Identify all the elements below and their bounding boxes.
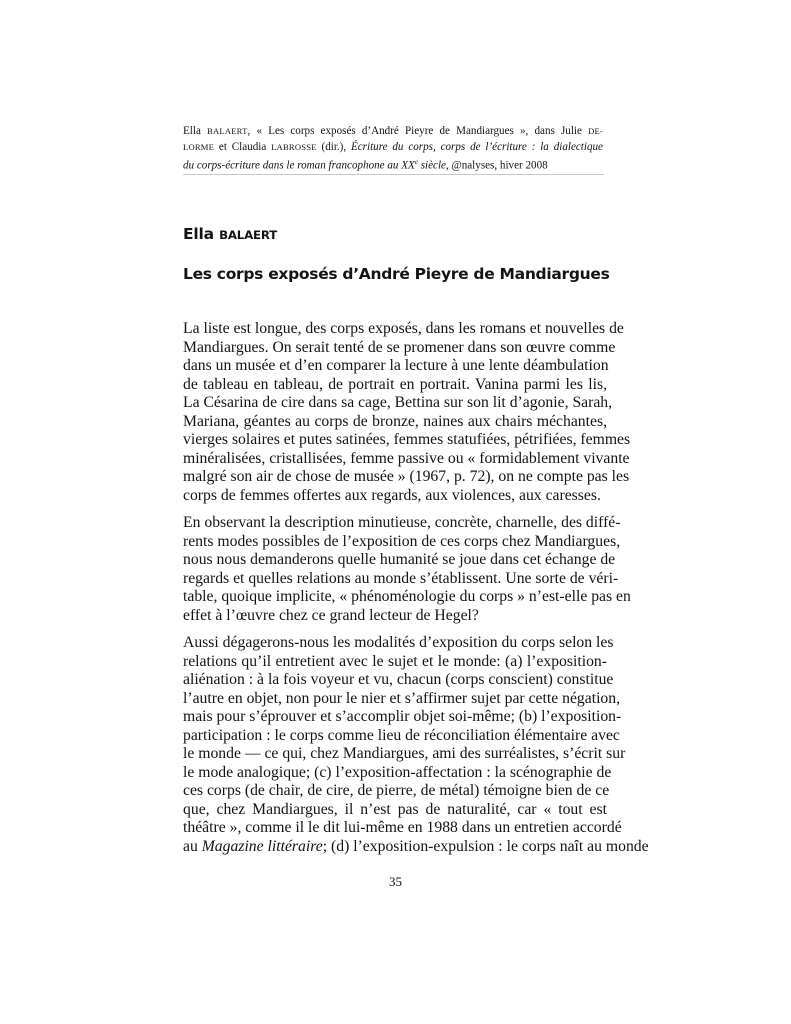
- citation-line-3: du corps-écriture dans le roman francophone au XXe siècle, @nalyses, hiver 2008: [183, 158, 548, 172]
- text-line: malgré son air de chose de musée » (1967, p. 72), on ne compte pas les: [183, 468, 630, 485]
- text-line: ces corps (de chair, de cire, de pierre, de métal) témoigne bien de ce: [183, 782, 610, 799]
- citation-header: [183, 124, 603, 174]
- text-line: vierges solaires et putes satinées, femmes statufiées, pétrifiées, femmes: [183, 431, 631, 448]
- paragraph-1: [183, 320, 631, 505]
- citation-line-2: LORME et Claudia LABROSSE (dir.), Écriture du corps, corps de l’écriture : la dialectique: [183, 140, 603, 153]
- text-line: de tableau en tableau, de portrait en portrait. Vanina parmi les lis,: [183, 375, 607, 393]
- text-line: participation : le corps comme lieu de réconciliation élémentaire avec: [183, 726, 620, 744]
- text-line: table, quoique implicite, « phénoménologie du corps » n’est-elle pas en: [183, 588, 631, 605]
- text-line: le mode analogique; (c) l’exposition-affectation : la scénographie de: [183, 763, 612, 781]
- article-title: Les corps exposés d’André Pieyre de Mandiargues: [183, 265, 610, 283]
- text-line: En observant la description minutieuse, concrète, charnelle, des diffé-: [183, 514, 621, 531]
- text-line: Mariana, géantes au corps de bronze, naines aux chairs méchantes,: [183, 412, 607, 430]
- text-line: Aussi dégagerons-nous les modalités d’exposition du corps selon les: [183, 634, 614, 651]
- text-line: que, chez Mandiargues, il n’est pas de naturalité, car « tout est: [183, 800, 607, 818]
- text-line: nous nous demanderons quelle humanité se joue dans cet échange de: [183, 551, 616, 568]
- paragraph-3: [183, 634, 649, 856]
- text-line: La liste est longue, des corps exposés, dans les romans et nouvelles de: [183, 320, 624, 337]
- author-name: Ella BALAERT: [183, 225, 278, 243]
- text-line: La Césarina de cire dans sa cage, Bettina sur son lit d’agonie, Sarah,: [183, 394, 613, 411]
- text-line: le monde — ce qui, chez Mandiargues, ami des surréalistes, s’écrit sur: [183, 745, 626, 762]
- text-line: au Magazine littéraire; (d) l’exposition-expulsion : le corps naît au monde: [183, 837, 649, 855]
- text-line: dans un musée et d’en comparer la lecture à une lente déambulation: [183, 357, 609, 374]
- text-line: mais pour s’éprouver et s’accomplir objet soi-même; (b) l’exposition-: [183, 708, 622, 725]
- text-line: relations qu’il entretient avec le sujet et le monde: (a) l’exposition-: [183, 652, 607, 670]
- text-line: Mandiargues. On serait tenté de se promener dans son œuvre comme: [183, 338, 616, 356]
- text-line: corps de femmes offertes aux regards, aux violences, aux caresses.: [183, 486, 601, 504]
- text-line: aliénation : à la fois voyeur et vu, chacun (corps conscient) constitue: [183, 671, 614, 688]
- text-line: minéralisées, cristallisées, femme passive ou « formidablement vivante: [183, 449, 630, 467]
- text-line: regards et quelles relations au monde s’établissent. Une sorte de véri-: [183, 569, 619, 587]
- header-divider: [183, 174, 604, 175]
- text-line: théâtre », comme il le dit lui-même en 1988 dans un entretien accordé: [183, 819, 622, 836]
- text-line: effet à l’œuvre chez ce grand lecteur de Hegel?: [183, 606, 479, 624]
- page-number: 35: [389, 874, 402, 889]
- citation-line-1: Ella BALAERT, « Les corps exposés d’André Pieyre de Mandiargues », dans Julie DE-: [183, 125, 603, 137]
- text-line: l’autre en objet, non pour le nier et s’affirmer sujet par cette négation,: [183, 689, 621, 707]
- paragraph-2: [183, 514, 631, 625]
- text-line: rents modes possibles de l’exposition de ces corps chez Mandiargues,: [183, 532, 621, 550]
